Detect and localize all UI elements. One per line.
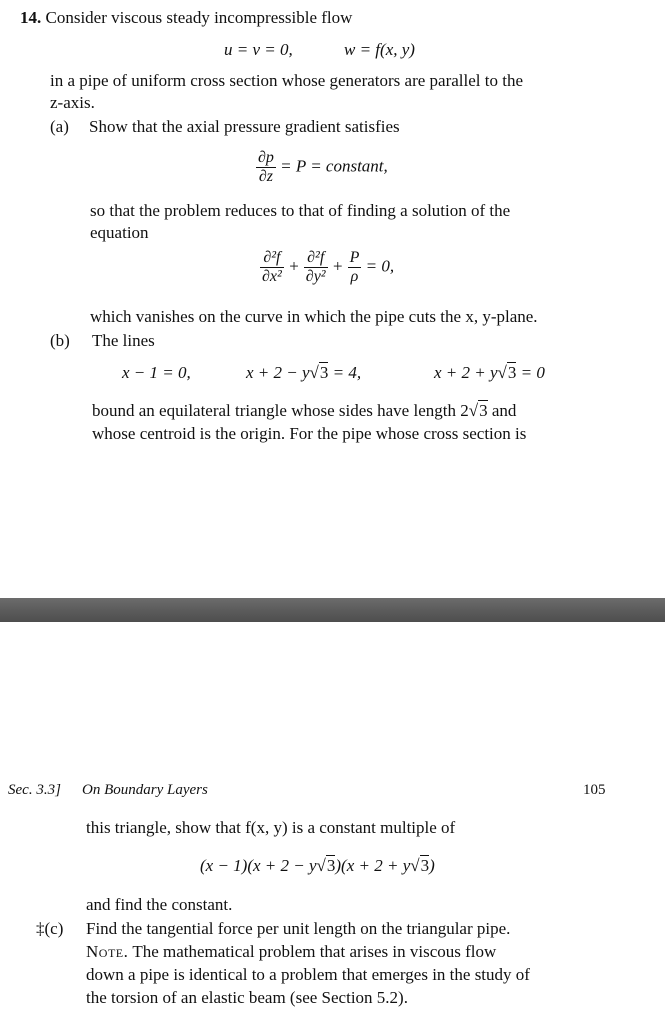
problem-number: 14. xyxy=(20,8,42,27)
gradient-numerator: ∂p xyxy=(258,149,274,166)
bound-line-1-text: bound an equilateral triangle whose sides have length 2 xyxy=(92,401,469,420)
part-b-label: (b) xyxy=(50,331,70,350)
product-expression: (x − 1)(x + 2 − y√3)(x + 2 + y√3) xyxy=(200,856,435,875)
running-header-title: On Boundary Layers xyxy=(82,782,208,798)
part-c-text: Find the tangential force per unit length on the triangular pipe. xyxy=(86,919,511,938)
vanish-line: which vanishes on the curve in which the pipe cuts the x, y-plane. xyxy=(90,307,538,326)
reduce-line-2: equation xyxy=(90,223,149,242)
reduce-line-1: so that the problem reduces to that of finding a solution of the xyxy=(90,201,511,220)
pde-plus-1: + xyxy=(288,256,300,276)
part-a-text: Show that the axial pressure gradient satisfies xyxy=(89,117,400,136)
velocity-equation-right: w = f(x, y) xyxy=(344,40,415,59)
find-constant-line: and find the constant. xyxy=(86,895,233,914)
line-2-lhs: x + 2 − y xyxy=(246,363,310,382)
part-a-label: (a) xyxy=(50,117,69,136)
pipe-description-line-2: z-axis. xyxy=(50,93,95,112)
pde-term-2-num: ∂²f xyxy=(307,249,325,266)
pde-term-1 xyxy=(260,249,284,286)
line-2-rhs: = 4, xyxy=(328,363,362,382)
poisson-equation xyxy=(260,249,394,286)
problem-intro-line xyxy=(20,8,352,28)
pipe-description-line-1: in a pipe of uniform cross section whose generators are parallel to the xyxy=(50,71,524,90)
part-c-label: ‡(c) xyxy=(36,919,64,938)
bound-line-1-radicand: 3 xyxy=(479,401,488,420)
running-header-section: Sec. 3.3] xyxy=(8,782,61,798)
pde-rhs: = 0, xyxy=(365,256,395,276)
pressure-gradient-equation xyxy=(256,149,388,186)
note-line-2: down a pipe is identical to a problem that emerges in the study of xyxy=(86,965,530,984)
note-line-1 xyxy=(86,942,496,962)
pressure-gradient-fraction xyxy=(256,149,276,186)
pde-plus-2: + xyxy=(331,256,344,276)
product-radicand-1: 3 xyxy=(326,856,336,875)
product-part-1: (x − 1)(x + 2 − y xyxy=(200,856,317,875)
line-2-radicand: 3 xyxy=(319,363,329,382)
note-line-1-text: The mathematical problem that arises in viscous flow xyxy=(132,942,497,961)
page-number: 105 xyxy=(583,782,606,798)
gradient-rhs: = P = constant, xyxy=(280,156,388,176)
line-3-radicand: 3 xyxy=(507,363,517,382)
line-3-rhs: = 0 xyxy=(516,363,545,382)
product-radicand-2: 3 xyxy=(420,856,430,875)
line-equation-2: x + 2 − y√3 = 4, xyxy=(246,363,362,382)
continuation-line: this triangle, show that f(x, y) is a constant multiple of xyxy=(86,818,456,837)
line-3-lhs: x + 2 + y xyxy=(434,363,498,382)
pde-term-3-num: P xyxy=(349,249,360,266)
bound-line-1: bound an equilateral triangle whose sides have length 2√3 and xyxy=(92,401,517,420)
product-part-3: ) xyxy=(429,856,435,875)
bound-line-1-end: and xyxy=(487,401,517,420)
pde-term-1-num: ∂²f xyxy=(263,249,281,266)
part-b-text: The lines xyxy=(92,331,155,350)
product-part-2: )(x + 2 + y xyxy=(335,856,411,875)
problem-intro: Consider viscous steady incompressible flow xyxy=(45,8,353,27)
pde-term-1-den: ∂x² xyxy=(262,268,282,285)
velocity-equation-left: u = v = 0, xyxy=(224,40,293,59)
line-equation-1: x − 1 = 0, xyxy=(122,363,191,382)
bound-line-2: whose centroid is the origin. For the pipe whose cross section is xyxy=(92,424,527,443)
gradient-denominator: ∂z xyxy=(256,167,276,186)
pde-term-2 xyxy=(304,249,328,286)
bottom-page xyxy=(0,622,665,1024)
line-equation-3: x + 2 + y√3 = 0 xyxy=(434,363,545,382)
pde-term-2-den: ∂y² xyxy=(305,268,326,285)
page-gutter xyxy=(0,598,665,622)
pde-term-3 xyxy=(348,249,362,286)
pde-term-3-den: ρ xyxy=(348,267,362,286)
note-label: Note. xyxy=(86,942,129,961)
note-line-3: the torsion of an elastic beam (see Section 5.2). xyxy=(86,988,408,1007)
